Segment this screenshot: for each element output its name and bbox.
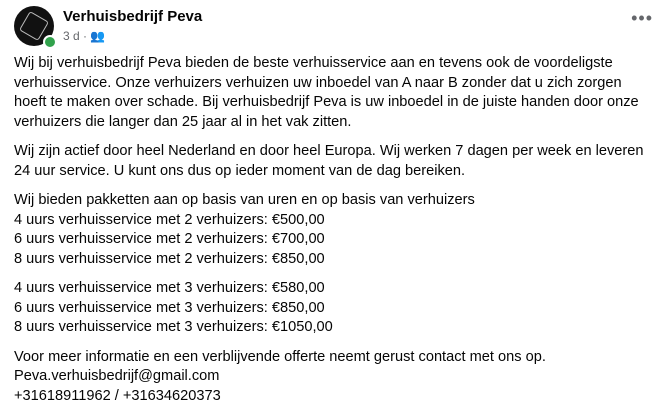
- text-line: Peva.verhuisbedrijf@gmail.com: [14, 368, 220, 384]
- more-options-button[interactable]: •••: [631, 8, 653, 28]
- text-line: Wij bieden pakketten aan op basis van uren en op basis van verhuizers: [14, 192, 475, 208]
- text-line: verhuisservice. Onze verhuizers verhuizen uw inboedel van A naar B zonder dat u zich zorgen: [14, 74, 622, 91]
- author-name[interactable]: Verhuisbedrijf Peva: [63, 8, 203, 25]
- text-line: Wij bij verhuisbedrijf Peva bieden de beste verhuisservice aan en tevens ook de voordeligste: [14, 55, 613, 71]
- text-line: 8 uurs verhuisservice met 2 verhuizers: €850,00: [14, 250, 325, 267]
- post-time[interactable]: 3 d ·: [63, 29, 88, 43]
- text-line: 4 uurs verhuisservice met 3 verhuizers: €580,00: [14, 280, 325, 296]
- paragraph: [14, 54, 657, 132]
- text-line: Voor meer informatie en een verblijvende offerte neemt gerust contact met ons op.: [14, 348, 546, 365]
- paragraph: [14, 279, 657, 338]
- online-status-icon: [43, 35, 57, 49]
- text-line: +31618911962 / +31634620373: [14, 387, 221, 404]
- text-line: verhuizers die langer dan 25 jaar al in het vak zitten.: [14, 113, 352, 130]
- text-line: 6 uurs verhuisservice met 2 verhuizers: €700,00: [14, 231, 325, 247]
- friends-icon: 👥: [90, 29, 106, 43]
- post-text: [0, 48, 671, 406]
- text-line: 8 uurs verhuisservice met 3 verhuizers: €1050,00: [14, 319, 333, 335]
- paragraph: [14, 191, 657, 269]
- paragraph: [14, 348, 657, 407]
- paragraph: [14, 142, 657, 181]
- text-line: Wij zijn actief door heel Nederland en door heel Europa. Wij werken 7 dagen per week en leveren: [14, 143, 644, 159]
- text-line: 4 uurs verhuisservice met 2 verhuizers: €500,00: [14, 211, 325, 228]
- text-line: 6 uurs verhuisservice met 3 verhuizers: €850,00: [14, 299, 325, 316]
- text-line: hoeft te maken over schade. Bij verhuisbedrijf Peva is uw inboedel in de juiste handen door onze: [14, 94, 639, 110]
- post-meta: [63, 29, 105, 43]
- post-header: [0, 0, 671, 48]
- text-line: 24 uur service. U kunt ons dus op ieder moment van de dag bereiken.: [14, 162, 466, 179]
